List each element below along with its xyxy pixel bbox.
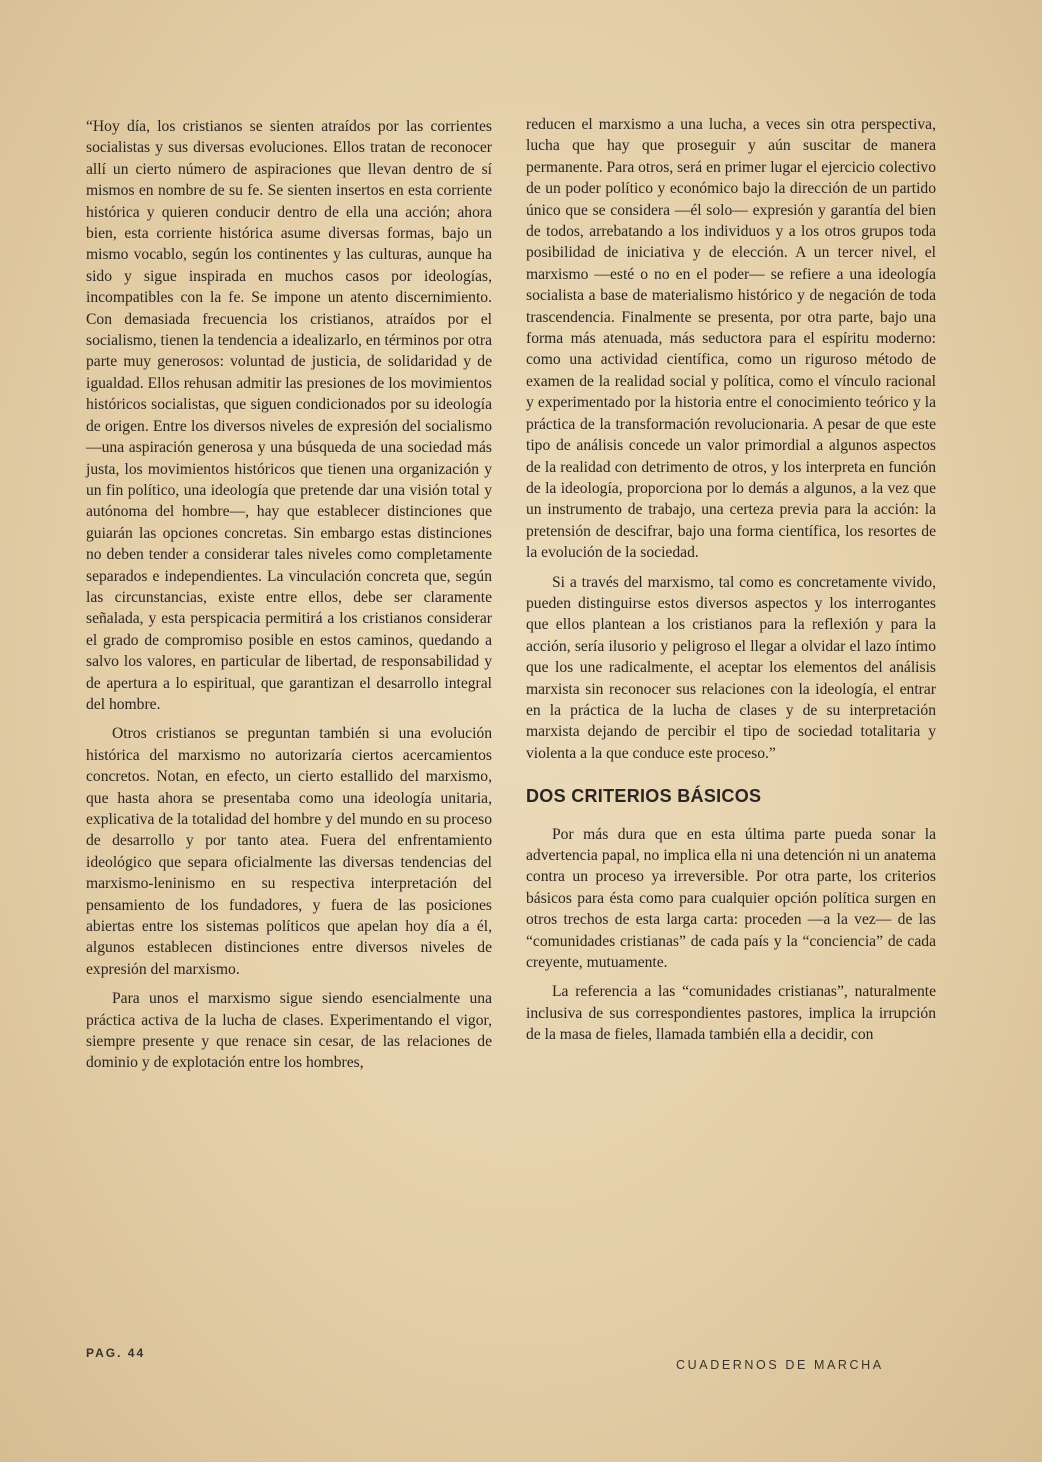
paragraph: Otros cristianos se preguntan también si una evolución histórica del marxismo no autorizaría ciertos acercamientos concretos. Notan, en efecto, un cierto estallido del marxismo, que hasta ahora se presentaba como una ideología unitaria, explicativa de la totalidad del hombre y del mundo en su proceso de desarrollo y por tanto atea. Fuera del enfrentamiento ideológico que separa oficialmente las diversas tendencias del marxismo-leninismo en su respectiva interpretación del pensamiento de los fundadores, y fuera de las posiciones abiertas entre los sistemas políticos que apelan hoy día a él, algunos establecen distinciones entre diversos niveles de expresión del marxismo.: [86, 725, 492, 978]
page-number: PAG. 44: [86, 1346, 146, 1360]
paragraph: Si a través del marxismo, tal como es concretamente vivido, pueden distinguirse estos diversos aspectos y los interrogantes que ellos plantean a los cristianos para la reflexión y para la acción, sería ilusorio y peligroso el llegar a olvidar el lazo íntimo que los une radicalmente, el aceptar los elementos del análisis marxista sin reconocer sus relaciones con la ideología, el entrar en la práctica de la lucha de clases y de su interpretación marxista dejando de percibir el tipo de sociedad totalitaria y violenta a la que conduce este proceso.”: [526, 573, 936, 762]
section-heading: DOS CRITERIOS BÁSICOS: [526, 786, 762, 807]
paragraph: “Hoy día, los cristianos se sienten atraídos por las corrientes socialistas y sus diversas evoluciones. Ellos tratan de reconocer allí un cierto número de aspiraciones que llevan dentro de sí mismos en nombre de su fe. Se sienten insertos en esta corriente histórica y quieren conducir dentro de ella una acción; ahora bien, esta corriente histórica asume diversas formas, bajo un mismo vocablo, según los continentes y las culturas, aunque ha sido y sigue inspirada en muchos casos por ideologías, incompatibles con la fe. Se impone un atento discernimiento. Con demasiada frecuencia los cristianos, atraídos por el socialismo, tienen la tendencia a idealizarlo, en términos por otra parte muy generosos: voluntad de justicia, de solidaridad y de igualdad. Ellos rehusan admitir las presiones de los movimientos históricos socialistas, que siguen condicionados por su ideología de origen. Entre los diversos niveles de expresión del socialismo —una aspiración generosa y una búsqueda de una sociedad más justa, los movimientos históricos que tienen una organización y un fin político, una ideología que pretende dar una visión total y autónoma del hombre—, hay que establecer distinciones que guiarán las opciones concretas. Sin embargo estas distinciones no deben tender a considerar tales niveles como completamente separados e independientes. La vinculación concreta que, según las circunstancias, existe entre ellos, debe ser claramente señalada, y esta perspicacia permitirá a los cristianos considerar el grado de compromiso posible en estos caminos, quedando a salvo los valores, en particular de libertad, de responsabilidad y de apertura a lo espiritual, que garantizan el desarrollo integral del hombre.: [86, 118, 492, 713]
paragraph: reducen el marxismo a una lucha, a veces sin otra perspectiva, lucha que hay que proseguir y aún suscitar de manera permanente. Para otros, será en primer lugar el ejercicio colectivo de un poder político y económico bajo la dirección de un partido único que se considera —él solo— expresión y garantía del bien de todos, arrebatando a los individuos y a los otros grupos toda posibilidad de iniciativa y de elección. A un tercer nivel, el marxismo —esté o no en el poder— se refiere a una ideología socialista a base de materialismo histórico y de negación de toda trascendencia. Finalmente se presenta, por otra parte, bajo una forma más atenuada, más seductora para el espíritu moderno: como una actividad científica, como un riguroso método de examen de la realidad social y política, como el vínculo racional y experimentado por la historia entre el conocimiento teórico y la práctica de la transformación revolucionaria. A pesar de que este tipo de análisis concede un valor primordial a algunos aspectos de la realidad con detrimento de otros, y los interpreta en función de la ideología, proporciona por lo demás a algunos, a la vez que un instrumento de trabajo, una certeza previa para la acción: la pretensión de descifrar, bajo una forma científica, los resortes de la evolución de la sociedad.: [526, 116, 937, 562]
paragraph: Para unos el marxismo sigue siendo esencialmente una práctica activa de la lucha de clases. Experimentando el vigor, siempre presente y que renace sin cesar, de las relaciones de dominio y de explotación entre los hombres,: [86, 990, 492, 1072]
paragraph: Por más dura que en esta última parte pueda sonar la advertencia papal, no implica ella ni una detención ni un anatema contra un proceso ya irreversible. Por otra parte, los criterios básicos para ésta como para cualquier opción política surgen en otros trechos de esta larga carta: proceden —a la vez— de las “comunidades cristianas” de cada país y la “conciencia” de cada creyente, mutuamente.: [526, 825, 936, 972]
publication-name: CUADERNOS DE MARCHA: [676, 1358, 884, 1372]
left-column: [86, 116, 492, 1082]
paragraph: La referencia a las “comunidades cristianas”, naturalmente inclusiva de sus correspondientes pastores, implica la irrupción de la masa de fieles, llamada también ella a decidir, con: [526, 983, 936, 1044]
right-column: [526, 114, 936, 1054]
